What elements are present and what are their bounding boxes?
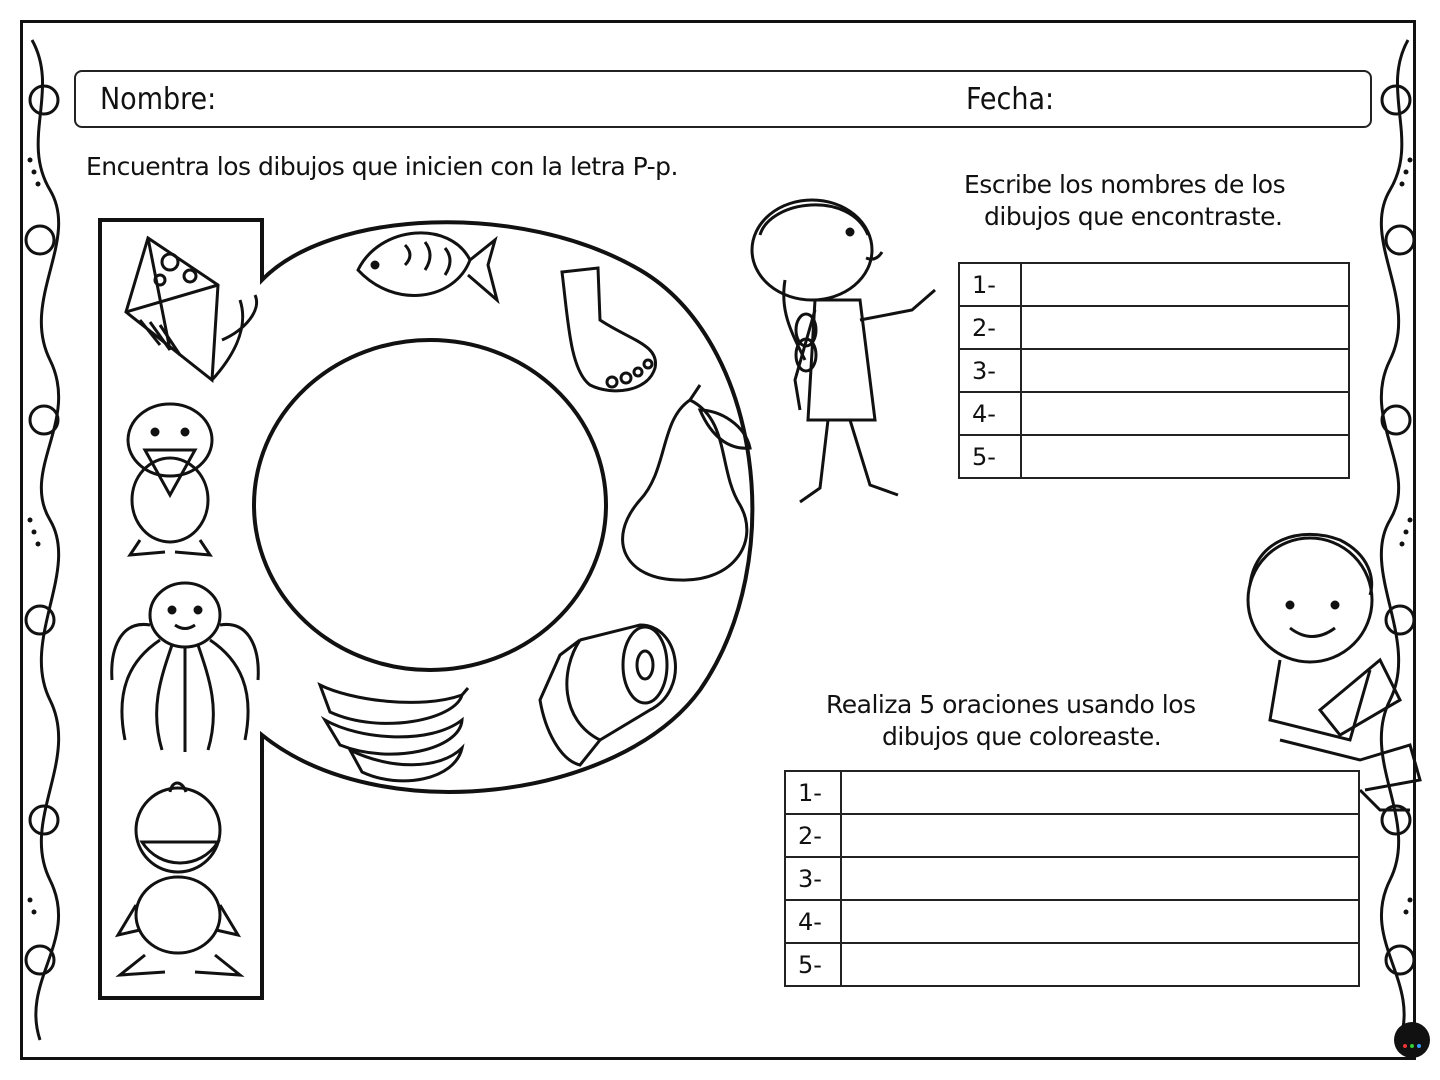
- sentences-row-number: 3-: [785, 857, 841, 900]
- names-row-number: 1-: [959, 263, 1021, 306]
- names-row-number: 2-: [959, 306, 1021, 349]
- sentences-row-number: 4-: [785, 900, 841, 943]
- sentences-row-number: 1-: [785, 771, 841, 814]
- names-row-number: 4-: [959, 392, 1021, 435]
- names-row-number: 3-: [959, 349, 1021, 392]
- date-label: Fecha:: [966, 82, 1055, 117]
- sentences-row-number: 2-: [785, 814, 841, 857]
- names-row-number: 5-: [959, 435, 1021, 478]
- name-label: Nombre:: [100, 82, 217, 117]
- write-names-instruction-1: Escribe los nombres de los: [964, 170, 1286, 199]
- sentences-instruction-2: dibujos que coloreaste.: [882, 722, 1162, 751]
- write-names-instruction-2: dibujos que encontraste.: [984, 202, 1283, 231]
- sentences-row-number: 5-: [785, 943, 841, 986]
- find-instruction: Encuentra los dibujos que inicien con la letra P-p.: [86, 152, 678, 181]
- sentences-instruction-1: Realiza 5 oraciones usando los: [826, 690, 1196, 719]
